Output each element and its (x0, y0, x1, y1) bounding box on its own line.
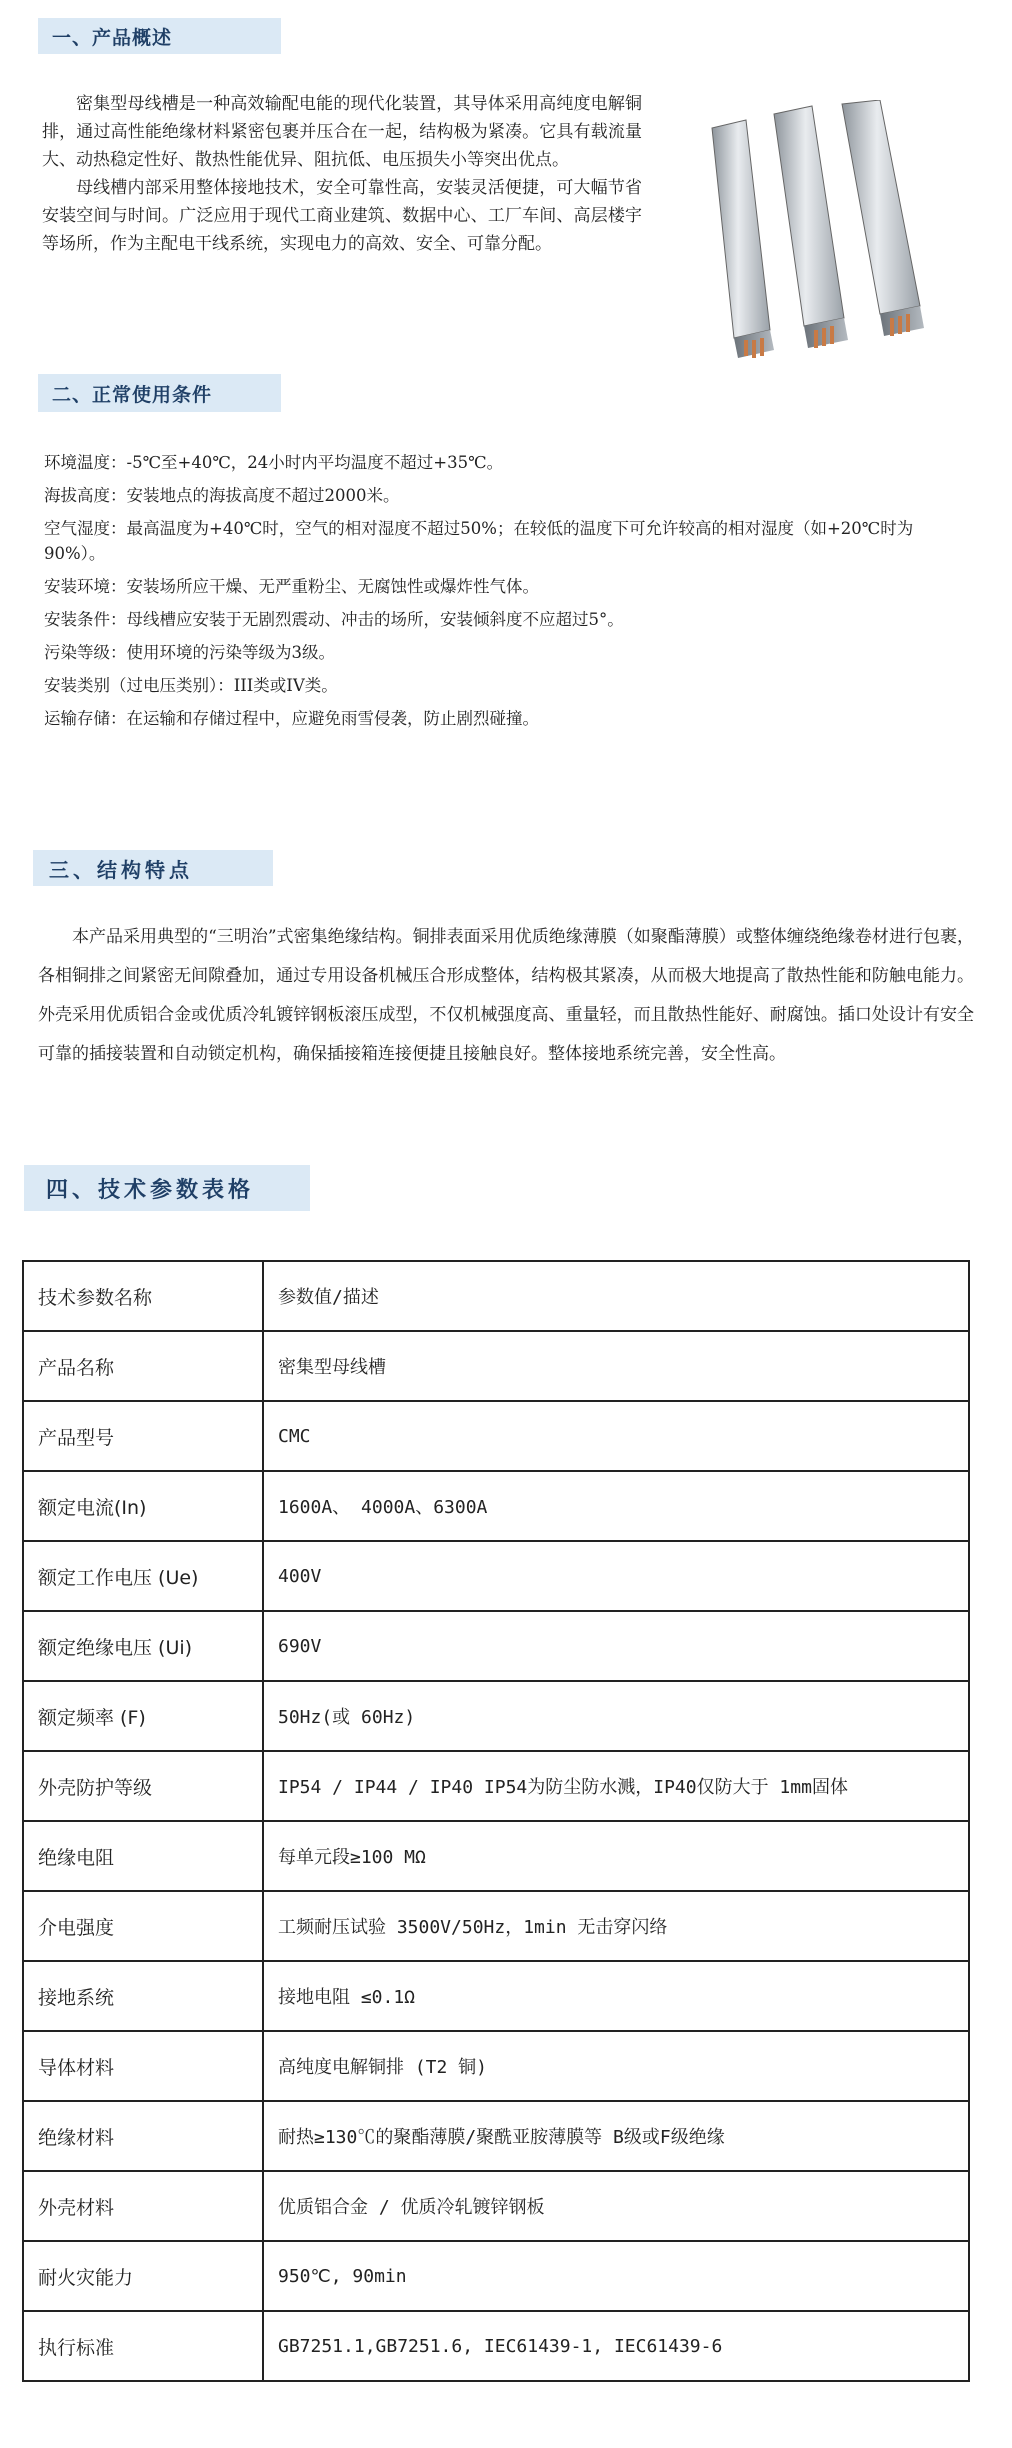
param-name: 绝缘材料 (23, 2101, 263, 2171)
condition-label: 运输存储： (44, 709, 127, 728)
param-value: 400V (263, 1541, 969, 1611)
param-name: 额定工作电压 (Ue) (23, 1541, 263, 1611)
param-name: 执行标准 (23, 2311, 263, 2381)
condition-item (44, 483, 954, 508)
table-row (23, 2031, 969, 2101)
condition-label: 海拔高度： (44, 486, 127, 505)
conditions-list (44, 450, 954, 739)
condition-label: 环境温度： (44, 453, 127, 472)
param-name: 产品型号 (23, 1401, 263, 1471)
param-name: 产品名称 (23, 1331, 263, 1401)
overview-paragraph-2: 母线槽内部采用整体接地技术，安全可靠性高，安装灵活便捷，可大幅节省安装空间与时间。广泛应用于现代工商业建筑、数据中心、工厂车间、高层楼宇等场所，作为主配电干线系统，实现电力的高效、安全、可靠分配。 (42, 178, 642, 254)
condition-label: 安装条件： (44, 610, 127, 629)
overview-text (42, 90, 642, 258)
param-name: 绝缘电阻 (23, 1821, 263, 1891)
condition-item (44, 640, 954, 665)
condition-item (44, 607, 954, 632)
param-name: 外壳材料 (23, 2171, 263, 2241)
condition-label: 安装环境： (44, 577, 127, 596)
table-row (23, 1751, 969, 1821)
table-row (23, 2171, 969, 2241)
table-row (23, 2241, 969, 2311)
param-value: 950℃, 90min (263, 2241, 969, 2311)
param-name: 额定电流(In) (23, 1471, 263, 1541)
param-value: 690V (263, 1611, 969, 1681)
table-row (23, 1961, 969, 2031)
param-value: IP54 / IP44 / IP40 IP54为防尘防水溅，IP40仅防大于 1mm固体 (263, 1751, 969, 1821)
condition-item (44, 450, 954, 475)
param-value: 接地电阻 ≤0.1Ω (263, 1961, 969, 2031)
param-value: 优质铝合金 / 优质冷轧镀锌钢板 (263, 2171, 969, 2241)
param-value: 工频耐压试验 3500V/50Hz，1min 无击穿闪络 (263, 1891, 969, 1961)
param-name: 技术参数名称 (23, 1261, 263, 1331)
param-name: 导体材料 (23, 2031, 263, 2101)
condition-item (44, 706, 954, 731)
table-row (23, 1681, 969, 1751)
spec-table (22, 1260, 970, 2382)
overview-paragraph-1: 密集型母线槽是一种高效输配电能的现代化装置，其导体采用高纯度电解铜排，通过高性能绝缘材料紧密包裹并压合在一起，结构极为紧凑。它具有载流量大、动热稳定性好、散热性能优异、阻抗低、电压损失小等突出优点。 (42, 94, 642, 170)
busway-product-image (704, 100, 994, 370)
param-value: GB7251.1,GB7251.6, IEC61439-1, IEC61439-6 (263, 2311, 969, 2381)
condition-value: 使用环境的污染等级为3级。 (126, 643, 335, 662)
table-row (23, 1821, 969, 1891)
condition-value: 安装地点的海拔高度不超过2000米。 (126, 486, 400, 505)
table-row (23, 2101, 969, 2171)
param-name: 外壳防护等级 (23, 1751, 263, 1821)
table-row (23, 1891, 969, 1961)
section-title-params: 四、技术参数表格 (24, 1165, 310, 1211)
table-row (23, 1541, 969, 1611)
condition-value: 安装场所应干燥、无严重粉尘、无腐蚀性或爆炸性气体。 (126, 577, 539, 596)
param-name: 额定频率 (F) (23, 1681, 263, 1751)
param-value: 耐热≥130℃的聚酯薄膜/聚酰亚胺薄膜等 B级或F级绝缘 (263, 2101, 969, 2171)
param-name: 额定绝缘电压 (Ui) (23, 1611, 263, 1681)
param-name: 介电强度 (23, 1891, 263, 1961)
condition-label: 空气湿度： (44, 519, 127, 538)
section-title-conditions: 二、正常使用条件 (38, 374, 281, 412)
condition-value: 最高温度为+40℃时，空气的相对湿度不超过50%；在较低的温度下可允许较高的相对湿度（如+20℃时为90%）。 (44, 519, 914, 563)
table-row (23, 2311, 969, 2381)
condition-value: 在运输和存储过程中，应避免雨雪侵袭，防止剧烈碰撞。 (126, 709, 539, 728)
table-row (23, 1471, 969, 1541)
table-row (23, 1331, 969, 1401)
table-row (23, 1401, 969, 1471)
param-name: 接地系统 (23, 1961, 263, 2031)
condition-value: III类或IV类。 (233, 676, 338, 695)
param-value: 参数值/描述 (263, 1261, 969, 1331)
structure-text (38, 918, 974, 1074)
condition-item (44, 673, 954, 698)
condition-label: 污染等级： (44, 643, 127, 662)
section-title-structure: 三、结构特点 (33, 850, 273, 886)
table-row (23, 1611, 969, 1681)
table-row (23, 1261, 969, 1331)
param-value: CMC (263, 1401, 969, 1471)
param-name: 耐火灾能力 (23, 2241, 263, 2311)
param-value: 50Hz(或 60Hz) (263, 1681, 969, 1751)
param-value: 1600A、 4000A、6300A (263, 1471, 969, 1541)
condition-value: 母线槽应安装于无剧烈震动、冲击的场所，安装倾斜度不应超过5°。 (126, 610, 624, 629)
param-value: 每单元段≥100 MΩ (263, 1821, 969, 1891)
condition-label: 安装类别（过电压类别）： (44, 676, 234, 695)
param-value: 密集型母线槽 (263, 1331, 969, 1401)
param-value: 高纯度电解铜排 (T2 铜) (263, 2031, 969, 2101)
condition-value: -5℃至+40℃，24小时内平均温度不超过+35℃。 (126, 453, 504, 472)
condition-item (44, 574, 954, 599)
condition-item (44, 516, 954, 566)
structure-paragraph: 本产品采用典型的“三明治”式密集绝缘结构。铜排表面采用优质绝缘薄膜（如聚酯薄膜）或整体缠绕绝缘卷材进行包裹，各相铜排之间紧密无间隙叠加，通过专用设备机械压合形成整体，结构极其紧凑，从而极大地提高了散热性能和防触电能力。外壳采用优质铝合金或优质冷轧镀锌钢板滚压成型，不仅机械强度高、重量轻，而且散热性能好、耐腐蚀。插口处设计有安全可靠的插接装置和自动锁定机构，确保插接箱连接便捷且接触良好。整体接地系统完善，安全性高。 (38, 927, 974, 1064)
section-title-overview: 一、产品概述 (38, 18, 281, 54)
